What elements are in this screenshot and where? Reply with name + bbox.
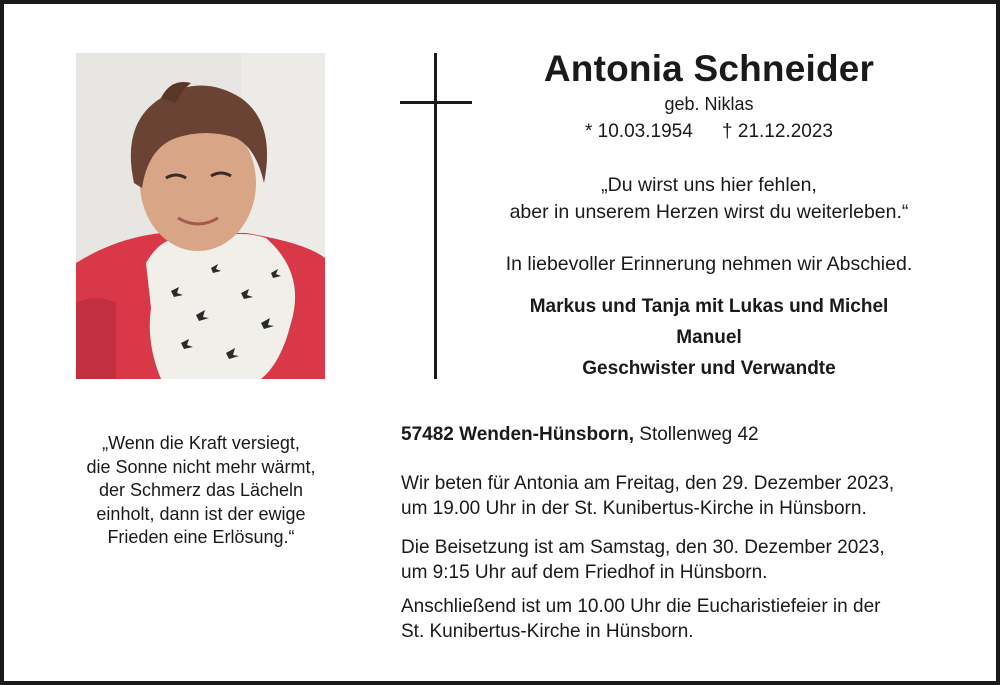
notice-mass xyxy=(401,594,961,644)
mourner-line: Markus und Tanja mit Lukas und Michel xyxy=(529,296,889,317)
address-street: Stollenweg 42 xyxy=(639,424,759,445)
motto xyxy=(474,172,944,226)
notice-burial xyxy=(401,535,961,585)
portrait-photo xyxy=(76,53,325,379)
quote-line: die Sonne nicht mehr wärmt, xyxy=(86,456,316,477)
notice-line: um 9:15 Uhr auf dem Friedhof in Hünsborn. xyxy=(401,562,768,583)
notice-line: Wir beten für Antonia am Freitag, den 29. Dezember 2023, xyxy=(401,473,895,494)
motto-line: „Du wirst uns hier fehlen, xyxy=(601,174,817,196)
motto-line: aber in unserem Herzen wirst du weiterleben.“ xyxy=(509,201,909,223)
quote-line: „Wenn die Kraft versiegt, xyxy=(102,433,300,453)
birth-date: * 10.03.1954 xyxy=(585,121,693,142)
mourner-line: Manuel xyxy=(676,327,742,348)
quote-line: einholt, dann ist der ewige xyxy=(96,503,306,524)
address-place: 57482 Wenden-Hünsborn, xyxy=(401,424,634,445)
notice-line: Anschließend ist um 10.00 Uhr die Eucharistiefeier in der xyxy=(401,596,881,617)
quote-line: der Schmerz das Lächeln xyxy=(98,480,304,500)
quote-line: Frieden eine Erlösung.“ xyxy=(107,527,295,547)
birth-name: geb. Niklas xyxy=(664,94,754,114)
notice-line: um 19.00 Uhr in der St. Kunibertus-Kirche in Hünsborn. xyxy=(401,498,867,519)
notice-line: Die Beisetzung ist am Samstag, den 30. Dezember 2023, xyxy=(401,537,885,558)
farewell-line: In liebevoller Erinnerung nehmen wir Abschied. xyxy=(505,253,913,275)
cross-symbol xyxy=(400,53,472,379)
mourner-line: Geschwister und Verwandte xyxy=(582,358,836,379)
life-dates xyxy=(474,121,944,143)
deceased-name: Antonia Schneider xyxy=(543,48,875,89)
notice-line: St. Kunibertus-Kirche in Hünsborn. xyxy=(401,621,694,642)
memorial-quote xyxy=(66,432,336,550)
mourners-list xyxy=(474,291,944,384)
death-date: † 21.12.2023 xyxy=(722,121,833,142)
address xyxy=(401,422,961,447)
notice-prayer xyxy=(401,471,961,521)
cross-horizontal-bar xyxy=(400,101,472,104)
